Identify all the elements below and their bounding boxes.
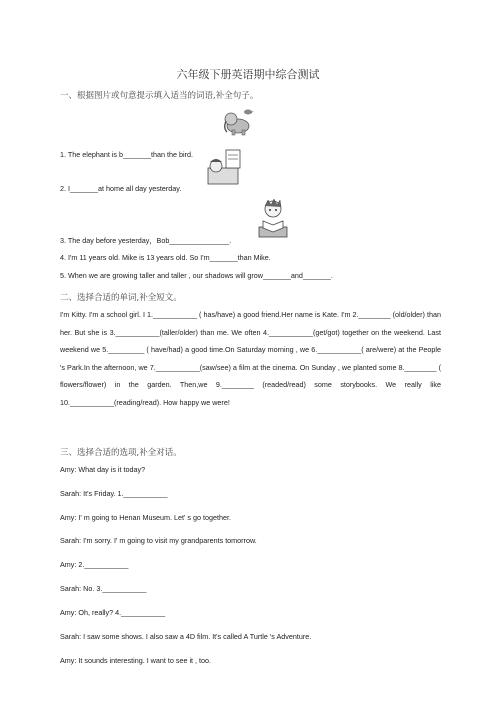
dialogue-line: Sarah: It's Friday. 1.___________ — [60, 489, 168, 498]
dialogue-line: Sarah: No. 3.___________ — [60, 584, 147, 593]
boy-reading-icon — [253, 197, 293, 241]
dialogue-line: Amy: It sounds interesting. I want to see it , too. — [60, 656, 212, 665]
dialogue-line: Amy: Oh, really? 4.___________ — [60, 608, 166, 617]
s1-item-4: 4. I'm 11 years old. Mike is 13 years old. So I'm_______than Mike. — [60, 253, 271, 262]
s1-item-1: 1. The elephant is b_______than the bird. — [60, 150, 193, 159]
s1-item-2: 2. I_______at home all day yesterday. — [60, 184, 182, 193]
dialogue-line: Amy: What day is it today? — [60, 465, 146, 474]
dialogue-line: Amy: 2.___________ — [60, 560, 129, 569]
s1-item-3: 3. The day before yesterday，Bob_______________. — [60, 236, 232, 245]
section2-heading: 二、选择合适的单词,补全短文。 — [60, 293, 182, 303]
dialogue-line: Amy: I' m going to Henan Museum. Let' s go together. — [60, 513, 231, 522]
page-title: 六年级下册英语期中综合测试 — [176, 68, 320, 81]
s1-item-5: 5. When we are growing taller and taller , our shadows will grow_______and_______. — [60, 271, 333, 280]
dialogue-line: Sarah: I'm sorry. I' m going to visit my grandparents tomorrow. — [60, 536, 257, 545]
section1-heading: 一、根据图片或句意提示填入适当的词语,补全句子。 — [60, 91, 259, 101]
dialogue-line: Sarah: I saw some shows. I also saw a 4D film. It's called A Turtle 's Adventure. — [60, 632, 312, 641]
sleeping-boy-icon — [204, 146, 244, 188]
elephant-and-bird-icon — [222, 106, 256, 136]
section3-heading: 三、选择合适的选项,补全对话。 — [60, 448, 182, 458]
section2-passage: I'm Kitty. I'm a school girl. I 1.___________ ( has/have) a good friend.Her name is Kate. I'm 2.________ (old/older) than her. But she is 3.___________(taller/older) than me. We often 4.___________(get/got) together on the weekend. Last weekend we 5._________ ( have/had) a good time.On Saturday morning , we 6.___________( are/were) at the People 's Park.In the afternoon, we 7.___________(saw/see) a film at the cinema. On Sunday , we planted some 8.________ ( flowers/flower) in the garden. Then,we 9.________ (readed/read) some storybooks. We really like 10.___________(reading/read). How happy we were! — [60, 310, 441, 407]
